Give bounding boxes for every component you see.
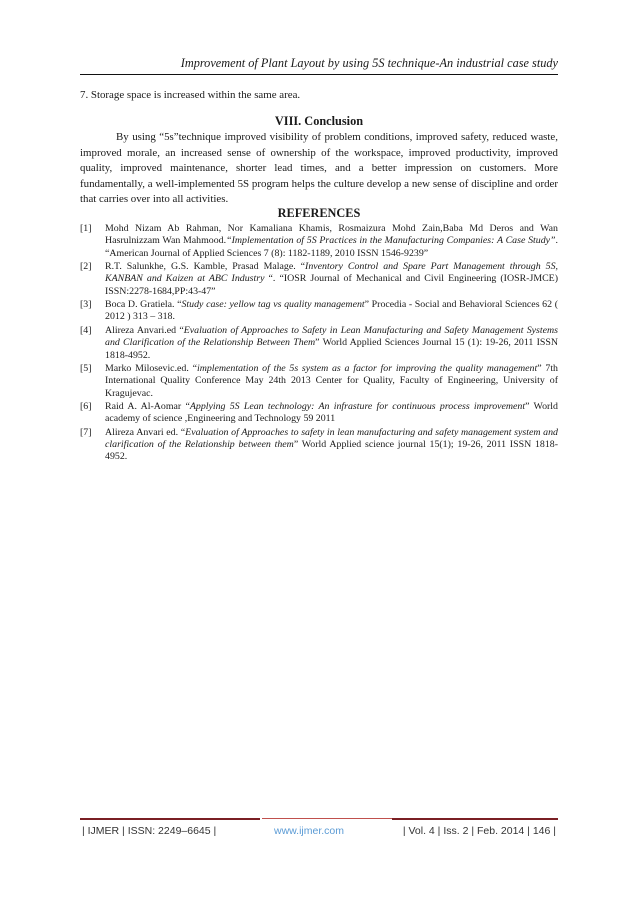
reference-number: [4] bbox=[80, 324, 92, 336]
references-heading: REFERENCES bbox=[277, 206, 361, 220]
footer-issue-info: | Vol. 4 | Iss. 2 | Feb. 2014 | 146 | bbox=[402, 825, 556, 837]
reference-source: “. “IOSR Journal of Mechanical and Civil Engineering (IOSR-JMCE) ISSN:2278-1684,PP:43-47” bbox=[105, 273, 559, 297]
storage-space-line: 7. Storage space is increased within the same area. bbox=[80, 89, 301, 101]
footer-website-link[interactable]: www.ijmer.com bbox=[274, 825, 345, 837]
reference-title: “Implementation of 5S Practices in the Manufacturing Companies: A Case Study” bbox=[226, 235, 556, 247]
reference-item bbox=[80, 261, 558, 298]
reference-number: [6] bbox=[80, 401, 92, 413]
footer-journal-info: | IJMER | ISSN: 2249–6645 | bbox=[82, 825, 217, 837]
reference-text bbox=[105, 325, 558, 362]
reference-title: Evaluation of Approaches to Safety in Lean Manufacturing and Safety Management Systems and Clarification of the Relationship Between Them bbox=[105, 324, 559, 349]
reference-title: Study case: yellow tag vs quality management bbox=[181, 299, 365, 311]
reference-text bbox=[105, 299, 558, 324]
reference-number: [7] bbox=[80, 426, 92, 438]
reference-text bbox=[105, 223, 558, 260]
reference-title: Inventory Control and Spare Part Management through 5S, KANBAN and Kaizen at ABC Industry bbox=[105, 261, 558, 285]
reference-number: [2] bbox=[80, 261, 92, 273]
reference-number: [5] bbox=[80, 363, 92, 375]
reference-source: ” World academy of science ,Engineering and Technology 59 2011 bbox=[105, 401, 558, 425]
running-header: Improvement of Plant Layout by using 5S technique-An industrial case study bbox=[180, 56, 558, 70]
reference-item bbox=[80, 427, 558, 464]
reference-authors: Mohd Nizam Ab Rahman, Nor Kamaliana Khamis, Rosmaizura Mohd Zain,Baba Md Deros and Wan Hasrulnizzam Wan Mahmood. bbox=[105, 223, 558, 247]
reference-source: ” Procedia - Social and Behavioral Sciences 62 ( 2012 ) 313 – 318. bbox=[105, 299, 558, 323]
footer-rule-right bbox=[392, 818, 558, 820]
reference-authors: Alireza Anvari ed. “ bbox=[105, 426, 186, 438]
reference-item bbox=[80, 223, 558, 260]
reference-item bbox=[80, 401, 558, 426]
reference-title: Applying 5S Lean technology: An infrasture for continuous process improvement bbox=[189, 401, 526, 413]
reference-source: ” 7th International Quality Conference May 24th 2013 Center for Quality, Faculty of Engineering, University of Kragujevac. bbox=[105, 363, 558, 399]
header-rule bbox=[80, 74, 558, 75]
reference-authors: Marko Milosevic.ed. “ bbox=[105, 363, 197, 375]
reference-item bbox=[80, 299, 558, 324]
reference-title: Evaluation of Approaches to safety in lean manufacturing and safety management system and clarification of the Relationship between them bbox=[105, 426, 558, 451]
reference-authors: Boca D. Gratiela. “ bbox=[105, 299, 182, 311]
section-heading-conclusion: VIII. Conclusion bbox=[274, 114, 364, 128]
references-list bbox=[80, 223, 558, 465]
page-footer bbox=[80, 818, 558, 835]
footer-rule-center bbox=[262, 818, 392, 819]
reference-item bbox=[80, 363, 558, 400]
reference-number: [3] bbox=[80, 299, 92, 311]
reference-authors: R.T. Salunkhe, G.S. Kamble, Prasad Malage. “ bbox=[105, 261, 306, 273]
reference-source: . “American Journal of Applied Sciences 7 (8): 1182-1189, 2010 ISSN 1546-9239” bbox=[105, 235, 558, 259]
reference-title: implementation of the 5s system as a factor for improving the quality management bbox=[196, 363, 538, 375]
footer-rule-left bbox=[80, 818, 260, 820]
reference-text bbox=[105, 427, 558, 464]
reference-number: [1] bbox=[80, 223, 92, 234]
reference-authors: Raid A. Al-Aomar “ bbox=[105, 401, 190, 413]
reference-item bbox=[80, 325, 558, 362]
reference-text bbox=[105, 401, 558, 426]
reference-text bbox=[105, 261, 558, 298]
reference-source: ” World Applied science journal 15(1); 19-26, 2011 ISSN 1818-4952. bbox=[105, 439, 558, 463]
reference-text bbox=[105, 363, 558, 400]
reference-source: ” World Applied Sciences Journal 15 (1): 19-26, 2011 ISSN 1818-4952. bbox=[105, 337, 558, 361]
reference-authors: Alireza Anvari.ed “ bbox=[105, 324, 184, 336]
conclusion-paragraph: By using “5s”technique improved visibility of problem conditions, improved safety, reduced waste, improved morale, an increased sense of ownership of the workspace, improved productivity, improved quality, improved maintenance, shorter lead times, and a better impression on customers. More fundamentally, a well-implemented 5S program helps the culture develop a new sense of discipline and order that carries over into all activities. bbox=[80, 131, 558, 205]
